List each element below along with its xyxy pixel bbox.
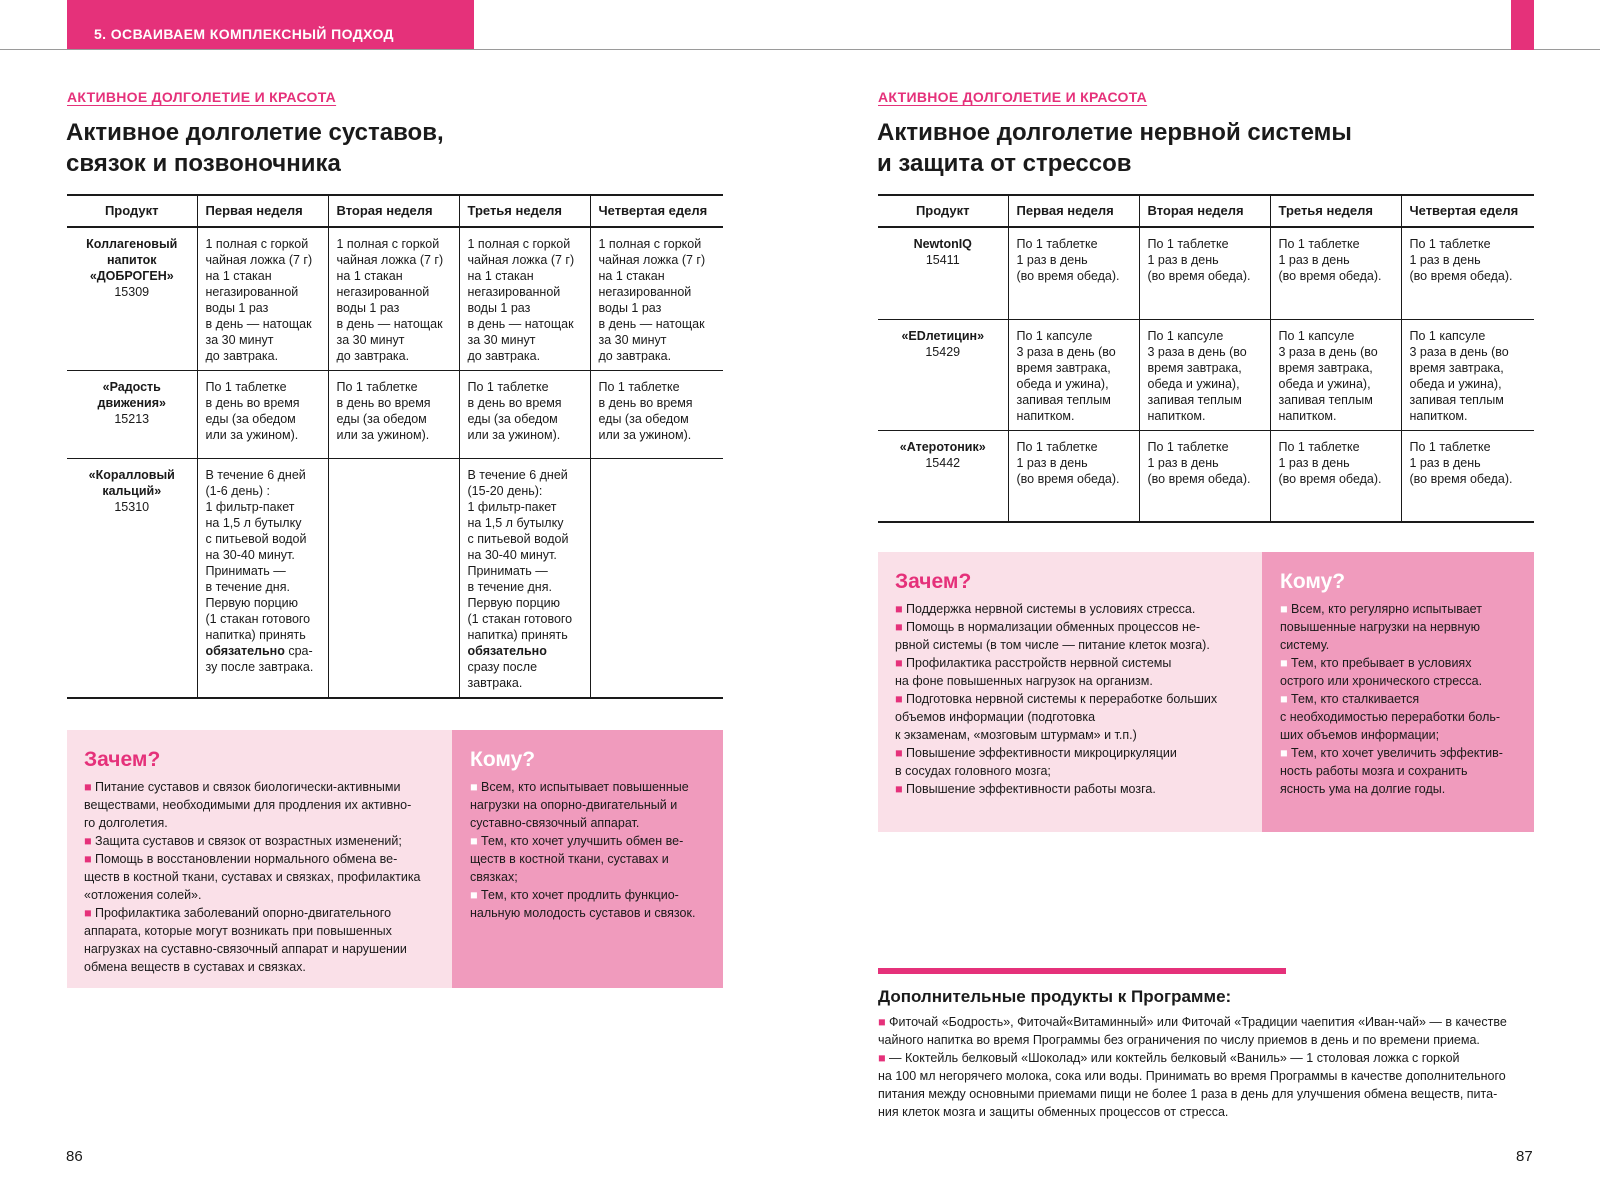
dosage-cell: По 1 таблетке в день во время еды (за обедом или за ужином).	[459, 371, 590, 459]
product-code: 15429	[925, 344, 961, 359]
dosage-cell: В течение 6 дней (15-20 день): 1 фильтр-пакет на 1,5 л бутылку с питьевой водой на 30-40 минут. Принимать — в течение дня. Первую порцию (1 стакан готового напитка) принять обязательно сразу после завтрака.	[459, 459, 590, 699]
square-bullet-icon: ■	[84, 906, 96, 920]
who-item	[1280, 654, 1516, 690]
left-title-line2: связок и позвоночника	[66, 150, 341, 177]
list-item-text: Подготовка нервной системы к переработке больших объемов информации (подготовка к экзаменам, «мозговым штурмам» и т.п.)	[895, 692, 1218, 742]
dosage-cell: По 1 таблетке 1 раз в день (во время обеда).	[1270, 430, 1401, 522]
list-item-text: Профилактика заболеваний опорно-двигательного аппарата, которые могут возникать при повышенных нагрузках на суставно-связочный аппарат и нарушении обмена веществ в суставах и связках.	[84, 906, 407, 974]
list-item-text: Тем, кто хочет увеличить эффектив- ность работы мозга и сохранить ясность ума на долгие годы.	[1280, 746, 1503, 796]
table-header-row	[67, 195, 723, 227]
list-item-text: Питание суставов и связок биологически-активными веществами, необходимыми для продления их активно- го долголетия.	[84, 780, 412, 830]
who-item	[1280, 744, 1516, 798]
dosage-cell: 1 полная с горкой чайная ложка (7 г) на 1 стакан негазированной воды 1 раз в день — натощак за 30 минут до завтрака.	[459, 227, 590, 371]
square-bullet-icon: ■	[1280, 692, 1292, 706]
square-bullet-icon: ■	[1280, 746, 1292, 760]
right-title-line1: Активное долголетие нервной системы	[877, 119, 1352, 146]
why-item	[895, 618, 1245, 654]
dosage-cell: По 1 капсуле 3 раза в день (во время завтрака, обеда и ужина), запивая теплым напитком.	[1270, 319, 1401, 430]
product-cell	[67, 371, 197, 459]
table-header-row	[878, 195, 1534, 227]
dosage-cell: По 1 таблетке 1 раз в день (во время обеда).	[1270, 227, 1401, 319]
square-bullet-icon: ■	[895, 746, 907, 760]
product-code: 15213	[114, 412, 150, 426]
extra-products-bar	[878, 968, 1286, 974]
extra-products-title: Дополнительные продукты к Программе:	[878, 987, 1232, 1006]
column-header: Первая неделя	[1008, 195, 1139, 227]
list-item-text: — Коктейль белковый «Шоколад» или коктейль белковый «Ваниль» — 1 столовая ложка с горкой на 100 мл негорячего молока, сока или воды. Принимать во время Программы в качестве дополнительного питания между основными приемами пищи не более 1 раза в день для улучшения обмена веществ, пита- ния клеток мозга и защиты обменных процессов от стресса.	[878, 1051, 1506, 1119]
square-bullet-icon: ■	[470, 834, 482, 848]
left-why-list	[84, 778, 435, 976]
who-item	[470, 832, 705, 886]
product-name: NewtonIQ	[913, 237, 972, 251]
table-row	[67, 459, 723, 699]
square-bullet-icon: ■	[895, 656, 907, 670]
list-item-text: Тем, кто пребывает в условиях острого или хронического стресса.	[1280, 656, 1483, 688]
extra-product-item	[878, 1013, 1538, 1049]
column-header: Вторая неделя	[1139, 195, 1270, 227]
table-row	[878, 227, 1534, 319]
left-schedule-table	[67, 194, 723, 699]
column-header: Вторая неделя	[328, 195, 459, 227]
dosage-cell	[590, 459, 723, 699]
dosage-cell: 1 полная с горкой чайная ложка (7 г) на 1 стакан негазированной воды 1 раз в день — натощак за 30 минут до завтрака.	[197, 227, 328, 371]
product-code: 15411	[925, 253, 960, 267]
right-who-box	[1262, 552, 1534, 832]
extra-product-item	[878, 1049, 1538, 1121]
dosage-cell: По 1 таблетке в день во время еды (за обедом или за ужином).	[197, 371, 328, 459]
dosage-cell: По 1 таблетке 1 раз в день (во время обеда).	[1139, 227, 1270, 319]
table-row	[67, 227, 723, 371]
list-item-text: Повышение эффективности микроциркуляции в сосудах головного мозга;	[895, 746, 1177, 778]
dosage-cell: По 1 таблетке 1 раз в день (во время обеда).	[1008, 227, 1139, 319]
column-header: Продукт	[67, 195, 197, 227]
left-page-title	[66, 117, 444, 179]
square-bullet-icon: ■	[470, 888, 482, 902]
square-bullet-icon: ■	[1280, 656, 1292, 670]
left-who-box	[452, 730, 723, 988]
dosage-cell: 1 полная с горкой чайная ложка (7 г) на 1 стакан негазированной воды 1 раз в день — натощак за 30 минут до завтрака.	[328, 227, 459, 371]
dosage-cell: 1 полная с горкой чайная ложка (7 г) на 1 стакан негазированной воды 1 раз в день — натощак за 30 минут до завтрака.	[590, 227, 723, 371]
right-page-tab	[1511, 0, 1534, 50]
product-name: «Атеротоник»	[899, 439, 986, 454]
dosage-cell: По 1 таблетке 1 раз в день (во время обеда).	[1008, 430, 1139, 522]
product-code: 15442	[925, 455, 961, 470]
chapter-header-bar	[67, 0, 474, 50]
why-item	[895, 744, 1245, 780]
list-item-text: Помощь в нормализации обменных процессов не- рвной системы (в том числе — питание клеток мозга).	[895, 620, 1210, 652]
product-cell	[878, 430, 1008, 522]
product-cell	[878, 319, 1008, 430]
left-why-title: Зачем?	[84, 748, 161, 771]
square-bullet-icon: ■	[895, 620, 907, 634]
left-kicker: АКТИВНОЕ ДОЛГОЛЕТИЕ И КРАСОТА	[67, 89, 337, 105]
product-name: Коллагеновый напиток «ДОБРОГЕН»	[86, 237, 178, 283]
list-item-text: Всем, кто испытывает повышенные нагрузки на опорно-двигательный и суставно-связочный аппарат.	[470, 780, 689, 830]
table-row	[878, 319, 1534, 430]
square-bullet-icon: ■	[84, 780, 96, 794]
dosage-cell: По 1 таблетке 1 раз в день (во время обеда).	[1401, 430, 1534, 522]
right-kicker: АКТИВНОЕ ДОЛГОЛЕТИЕ И КРАСОТА	[878, 89, 1148, 105]
product-name: «EDлетицин»	[901, 328, 985, 343]
why-item	[895, 654, 1245, 690]
table-row	[878, 430, 1534, 522]
right-who-list	[1280, 600, 1516, 798]
square-bullet-icon: ■	[878, 1015, 890, 1029]
column-header: Третья неделя	[459, 195, 590, 227]
right-page-number: 87	[1516, 1148, 1533, 1165]
column-header: Четвертая еделя	[590, 195, 723, 227]
why-item	[84, 778, 435, 832]
why-item	[895, 690, 1245, 744]
dosage-cell: По 1 капсуле 3 раза в день (во время завтрака, обеда и ужина), запивая теплым напитком.	[1401, 319, 1534, 430]
square-bullet-icon: ■	[1280, 602, 1292, 616]
dosage-cell: По 1 таблетке в день во время еды (за обедом или за ужином).	[590, 371, 723, 459]
product-cell	[878, 227, 1008, 319]
dosage-cell	[328, 459, 459, 699]
list-item-text: Тем, кто хочет продлить функцио- нальную молодость суставов и связок.	[470, 888, 696, 920]
list-item-text: Всем, кто регулярно испытывает повышенные нагрузки на нервную систему.	[1280, 602, 1482, 652]
dosage-cell: По 1 таблетке в день во время еды (за обедом или за ужином).	[328, 371, 459, 459]
column-header: Четвертая еделя	[1401, 195, 1534, 227]
list-item-text: Тем, кто хочет улучшить обмен ве- ществ в костной ткани, суставах и связках;	[470, 834, 684, 884]
square-bullet-icon: ■	[895, 782, 907, 796]
dosage-cell: По 1 капсуле 3 раза в день (во время завтрака, обеда и ужина), запивая теплым напитком.	[1008, 319, 1139, 430]
who-item	[1280, 690, 1516, 744]
why-item	[84, 832, 435, 850]
product-name: «Радость движения»	[97, 380, 166, 410]
left-why-box	[67, 730, 452, 988]
dosage-cell: По 1 капсуле 3 раза в день (во время завтрака, обеда и ужина), запивая теплым напитком.	[1139, 319, 1270, 430]
right-who-title: Кому?	[1280, 570, 1346, 593]
right-why-list	[895, 600, 1245, 798]
right-why-box	[878, 552, 1262, 832]
product-name: «Коралловый кальций»	[88, 468, 175, 498]
emphasis-text: обязательно	[205, 644, 285, 658]
list-item-text: Помощь в восстановлении нормального обмена ве- ществ в костной ткани, суставах и связках, профилактика «отложения солей».	[84, 852, 421, 902]
list-item-text: Защита суставов и связок от возрастных изменений;	[95, 834, 402, 848]
header-divider	[0, 49, 1600, 50]
right-page-title	[877, 117, 1352, 179]
who-item	[1280, 600, 1516, 654]
dosage-cell: В течение 6 дней (1-6 день) : 1 фильтр-пакет на 1,5 л бутылку с питьевой водой на 30-40 минут. Принимать — в течение дня. Первую порцию (1 стакан готового напитка) принять обязательно сра- зу после завтрака.	[197, 459, 328, 699]
square-bullet-icon: ■	[895, 602, 907, 616]
who-item	[470, 886, 705, 922]
dosage-cell: По 1 таблетке 1 раз в день (во время обеда).	[1401, 227, 1534, 319]
left-title-line1: Активное долголетие суставов,	[66, 119, 444, 146]
chapter-title: 5. ОСВАИВАЕМ КОМПЛЕКСНЫЙ ПОДХОД	[94, 26, 394, 42]
left-who-list	[470, 778, 705, 922]
left-page-number: 86	[66, 1148, 83, 1165]
square-bullet-icon: ■	[84, 834, 96, 848]
list-item-text: Повышение эффективности работы мозга.	[906, 782, 1156, 796]
why-item	[895, 780, 1245, 798]
square-bullet-icon: ■	[895, 692, 907, 706]
why-item	[84, 850, 435, 904]
product-code: 15310	[114, 500, 150, 514]
column-header: Третья неделя	[1270, 195, 1401, 227]
right-schedule-table	[878, 194, 1534, 523]
product-cell	[67, 459, 197, 699]
list-item-text: Профилактика расстройств нервной системы на фоне повышенных нагрузок на организм.	[895, 656, 1172, 688]
product-code: 15309	[114, 285, 150, 299]
why-item	[895, 600, 1245, 618]
dosage-cell: По 1 таблетке 1 раз в день (во время обеда).	[1139, 430, 1270, 522]
why-item	[84, 904, 435, 976]
product-cell	[67, 227, 197, 371]
square-bullet-icon: ■	[470, 780, 482, 794]
list-item-text: Фиточай «Бодрость», Фиточай«Витаминный» или Фиточай «Традиции чаепития «Иван-чай» — в качестве чайного напитка во время Программы без ограничения по числу приемов в день и по времени приема.	[878, 1015, 1507, 1047]
list-item-text: Тем, кто сталкивается с необходимостью переработки боль- ших объемов информации;	[1280, 692, 1501, 742]
list-item-text: Поддержка нервной системы в условиях стресса.	[906, 602, 1196, 616]
square-bullet-icon: ■	[84, 852, 96, 866]
right-title-line2: и защита от стрессов	[877, 150, 1132, 177]
table-row	[67, 371, 723, 459]
right-why-title: Зачем?	[895, 570, 972, 593]
extra-products-list	[878, 1013, 1538, 1121]
who-item	[470, 778, 705, 832]
column-header: Первая неделя	[197, 195, 328, 227]
emphasis-text: обязательно	[467, 644, 547, 658]
column-header: Продукт	[878, 195, 1008, 227]
left-who-title: Кому?	[470, 748, 536, 771]
square-bullet-icon: ■	[878, 1051, 890, 1065]
